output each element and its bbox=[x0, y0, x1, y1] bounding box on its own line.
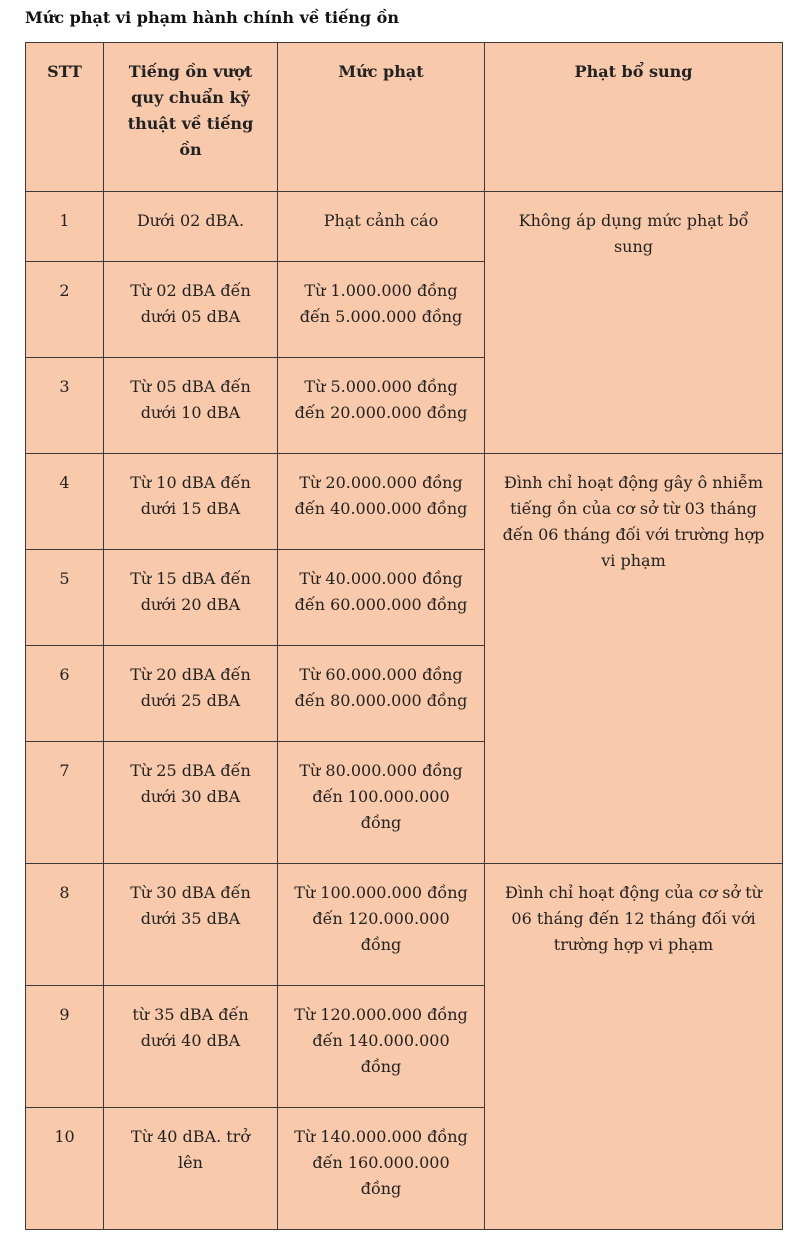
noise-cell: Dưới 02 dBA. bbox=[104, 192, 278, 262]
table-row bbox=[26, 192, 783, 262]
header-fine: Mức phạt bbox=[278, 43, 485, 192]
header-stt: STT bbox=[26, 43, 104, 192]
header-noise: Tiếng ồn vượt quy chuẩn kỹ thuật về tiếng ồn bbox=[104, 43, 278, 192]
fine-cell: Từ 100.000.000 đồng đến 120.000.000 đồng bbox=[278, 864, 485, 986]
noise-cell: Từ 02 dBA đến dưới 05 dBA bbox=[104, 262, 278, 358]
noise-cell: Từ 30 dBA đến dưới 35 dBA bbox=[104, 864, 278, 986]
fine-cell: Từ 1.000.000 đồng đến 5.000.000 đồng bbox=[278, 262, 485, 358]
stt-cell: 3 bbox=[26, 358, 104, 454]
fine-cell: Từ 20.000.000 đồng đến 40.000.000 đồng bbox=[278, 454, 485, 550]
noise-cell: Từ 20 dBA đến dưới 25 dBA bbox=[104, 646, 278, 742]
header-row bbox=[26, 43, 783, 192]
fine-cell: Từ 5.000.000 đồng đến 20.000.000 đồng bbox=[278, 358, 485, 454]
stt-cell: 5 bbox=[26, 550, 104, 646]
fine-cell: Từ 60.000.000 đồng đến 80.000.000 đồng bbox=[278, 646, 485, 742]
extra-penalty-cell: Không áp dụng mức phạt bổ sung bbox=[485, 192, 783, 454]
stt-cell: 1 bbox=[26, 192, 104, 262]
noise-cell: từ 35 dBA đến dưới 40 dBA bbox=[104, 986, 278, 1108]
noise-cell: Từ 25 dBA đến dưới 30 dBA bbox=[104, 742, 278, 864]
table-row bbox=[26, 864, 783, 986]
stt-cell: 2 bbox=[26, 262, 104, 358]
noise-cell: Từ 40 dBA. trở lên bbox=[104, 1108, 278, 1230]
noise-cell: Từ 15 dBA đến dưới 20 dBA bbox=[104, 550, 278, 646]
header-extra: Phạt bổ sung bbox=[485, 43, 783, 192]
extra-penalty-cell: Đình chỉ hoạt động gây ô nhiễm tiếng ồn của cơ sở từ 03 tháng đến 06 tháng đối với trường hợp vi phạm bbox=[485, 454, 783, 864]
fine-cell: Từ 120.000.000 đồng đến 140.000.000 đồng bbox=[278, 986, 485, 1108]
noise-cell: Từ 10 dBA đến dưới 15 dBA bbox=[104, 454, 278, 550]
extra-penalty-cell: Đình chỉ hoạt động của cơ sở từ 06 tháng đến 12 tháng đối với trường hợp vi phạm bbox=[485, 864, 783, 1230]
table-row bbox=[26, 454, 783, 550]
noise-cell: Từ 05 dBA đến dưới 10 dBA bbox=[104, 358, 278, 454]
fine-table bbox=[25, 42, 783, 1230]
stt-cell: 7 bbox=[26, 742, 104, 864]
fine-cell: Phạt cảnh cáo bbox=[278, 192, 485, 262]
stt-cell: 10 bbox=[26, 1108, 104, 1230]
stt-cell: 4 bbox=[26, 454, 104, 550]
stt-cell: 8 bbox=[26, 864, 104, 986]
fine-cell: Từ 40.000.000 đồng đến 60.000.000 đồng bbox=[278, 550, 485, 646]
fine-cell: Từ 140.000.000 đồng đến 160.000.000 đồng bbox=[278, 1108, 485, 1230]
stt-cell: 9 bbox=[26, 986, 104, 1108]
page-title: Mức phạt vi phạm hành chính về tiếng ồn bbox=[25, 8, 399, 27]
stt-cell: 6 bbox=[26, 646, 104, 742]
fine-cell: Từ 80.000.000 đồng đến 100.000.000 đồng bbox=[278, 742, 485, 864]
